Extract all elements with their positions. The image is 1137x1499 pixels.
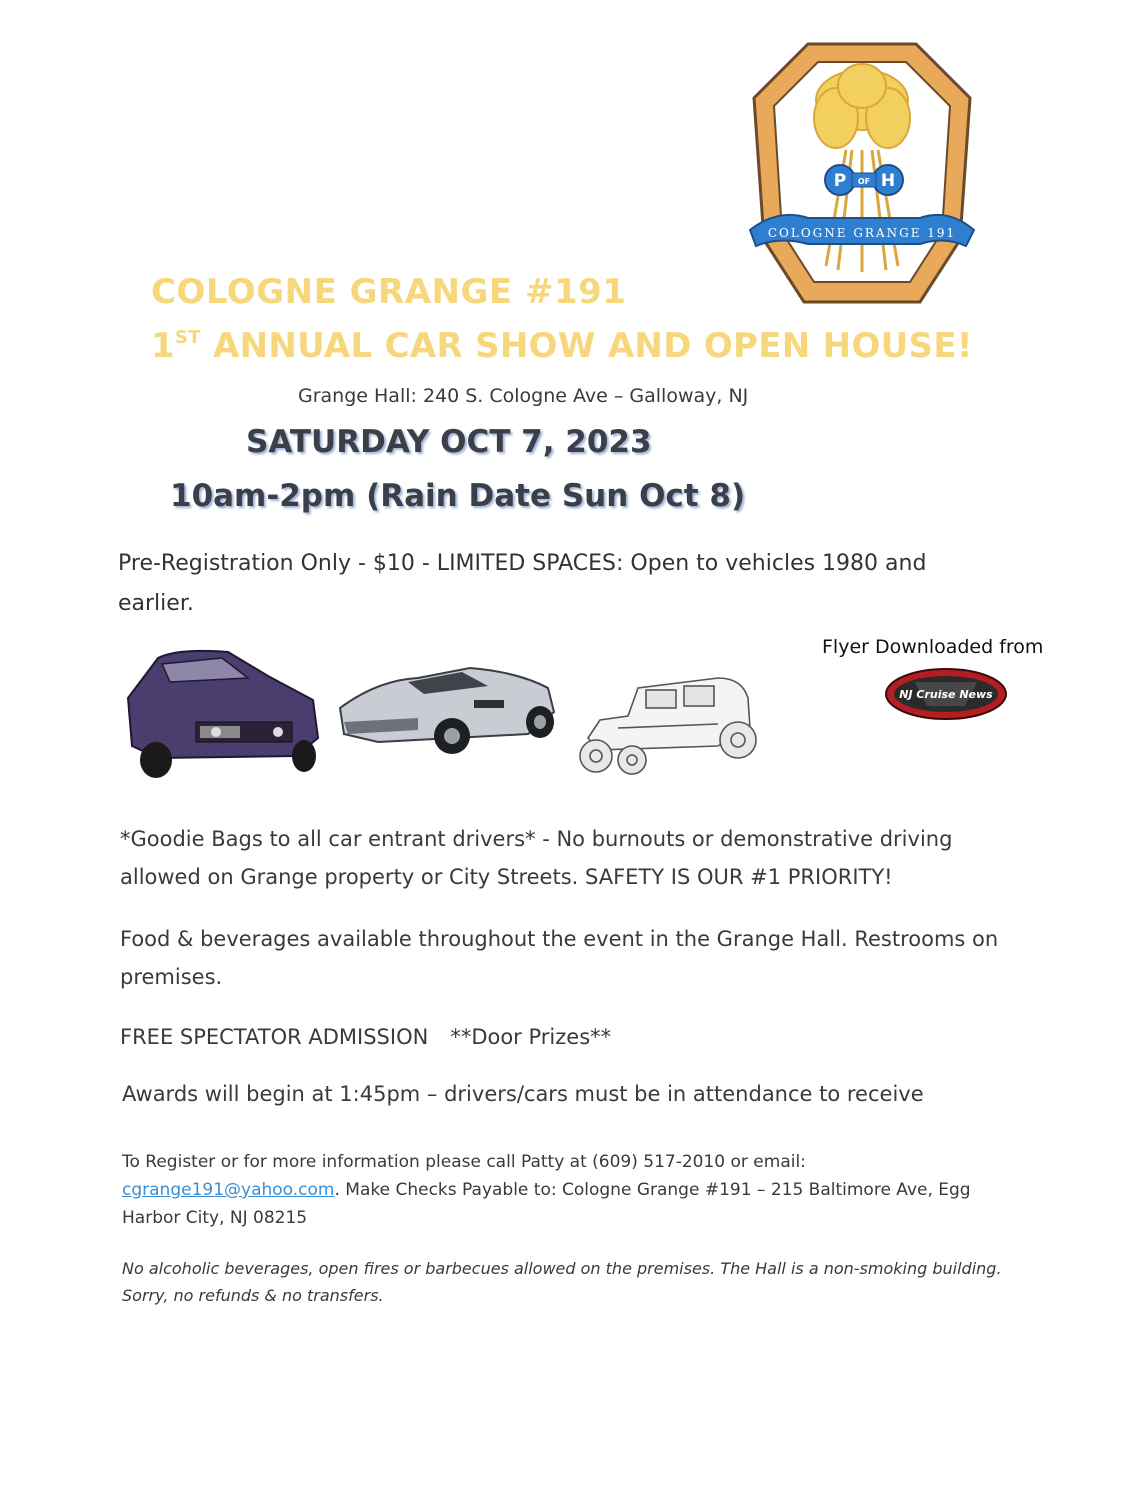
awards-line: Awards will begin at 1:45pm – drivers/cars must be in attendance to receive bbox=[122, 1082, 924, 1106]
registration-note: Pre-Registration Only - $10 - LIMITED SPACES: Open to vehicles 1980 and earlier. bbox=[118, 551, 927, 616]
event-time: 10am-2pm (Rain Date Sun Oct 8) bbox=[170, 478, 746, 514]
classic-cars-image bbox=[118, 638, 768, 788]
event-title-line2 bbox=[151, 326, 973, 366]
register-intro: To Register or for more information please call Patty at (609) 517-2010 or email: bbox=[122, 1152, 806, 1172]
venue-address: Grange Hall: 240 S. Cologne Ave – Galloway, NJ bbox=[298, 385, 749, 407]
register-checks: . Make Checks Payable to: Cologne Grange #191 – 215 Baltimore Ave, Egg Harbor City, NJ 08215 bbox=[122, 1180, 971, 1228]
badge-text: NJ Cruise News bbox=[899, 688, 993, 701]
food-paragraph: Food & beverages available throughout the event in the Grange Hall. Restrooms on premises. bbox=[120, 927, 999, 989]
title-ordinal: 1 bbox=[151, 326, 175, 366]
email-link[interactable]: cgrange191@yahoo.com bbox=[122, 1180, 335, 1200]
door-prizes-text: **Door Prizes** bbox=[450, 1025, 612, 1049]
free-admission-text: FREE SPECTATOR ADMISSION bbox=[120, 1025, 429, 1049]
title-rest: ANNUAL CAR SHOW AND OPEN HOUSE! bbox=[200, 326, 973, 366]
grange-logo bbox=[748, 40, 976, 308]
hot-rod-icon bbox=[580, 678, 756, 774]
muscle-car-icon bbox=[128, 651, 318, 778]
goodie-bags-paragraph: *Goodie Bags to all car entrant drivers* - No burnouts or demonstrative driving allowed on Grange property or City Streets. SAFETY IS OUR #1 PRIORITY! bbox=[120, 827, 953, 889]
logo-banner-text: COLOGNE GRANGE 191 bbox=[767, 226, 957, 240]
nj-cruise-news-badge[interactable] bbox=[885, 668, 1007, 720]
flyer-source-note: Flyer Downloaded from bbox=[822, 636, 1044, 658]
title-ordinal-suffix: ST bbox=[174, 327, 201, 348]
registration-info bbox=[122, 1148, 1002, 1232]
disclaimer: No alcoholic beverages, open fires or barbecues allowed on the premises. The Hall is a non-smoking building. Sorry, no refunds & no transfers. bbox=[122, 1259, 1002, 1305]
svg-text:H: H bbox=[880, 171, 896, 191]
svg-text:P: P bbox=[833, 171, 847, 191]
admission-line bbox=[120, 1018, 611, 1056]
svg-text:OF: OF bbox=[857, 177, 871, 186]
corvette-icon bbox=[340, 668, 554, 754]
event-title-line1: COLOGNE GRANGE #191 bbox=[151, 272, 627, 312]
event-date: SATURDAY OCT 7, 2023 bbox=[246, 424, 652, 460]
